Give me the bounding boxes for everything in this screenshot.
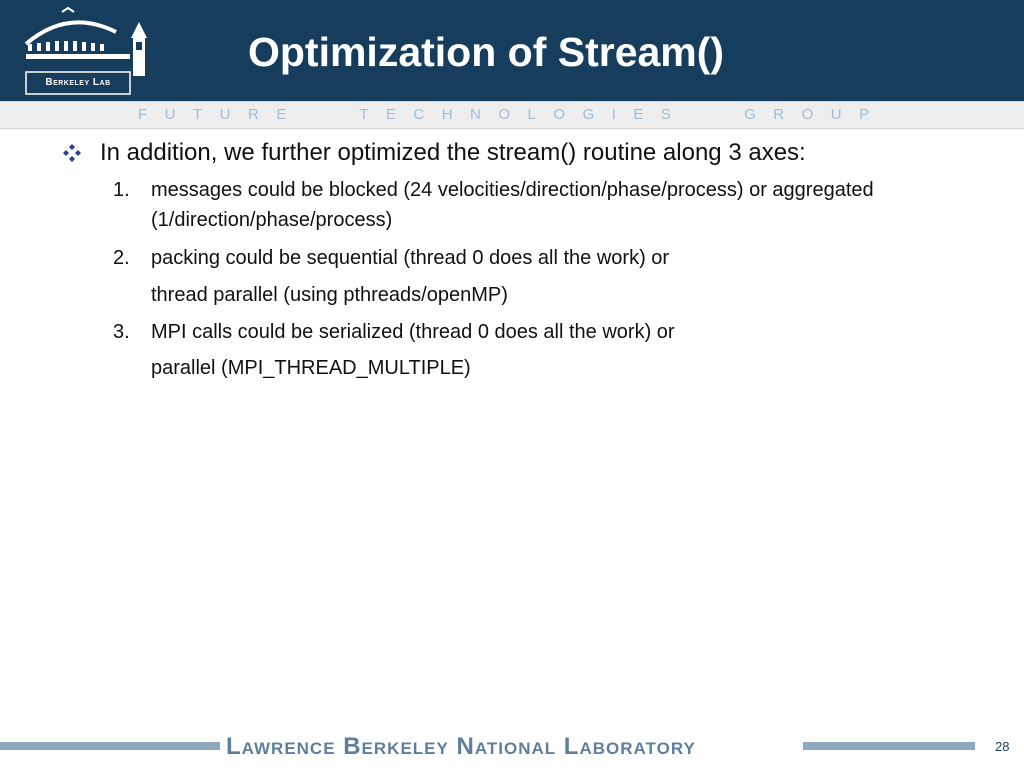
list-item-continuation: parallel (MPI_THREAD_MULTIPLE) (151, 357, 471, 379)
list-item (113, 175, 963, 235)
list-item (113, 317, 963, 347)
footer-rule-left (0, 742, 220, 750)
footer-rule-right (803, 742, 975, 750)
list-item-number: 2. (113, 247, 130, 269)
list-item-continuation: thread parallel (using pthreads/openMP) (151, 284, 508, 306)
slide-title: Optimization of Stream() (248, 29, 725, 75)
list-item-number: 3. (113, 321, 130, 343)
page-number: 28 (995, 739, 1010, 754)
berkeley-lab-logo (20, 6, 170, 98)
list-item-text: messages could be blocked (24 velocities/direction/phase/process) or aggregated (1/direction/phase/process) (151, 179, 874, 231)
group-band (0, 101, 1024, 129)
slide-header (0, 0, 1024, 101)
logo-text: Berkeley Lab (45, 77, 111, 88)
footer-lab-name: Lawrence Berkeley National Laboratory (226, 733, 696, 760)
diamond-bullet-icon (62, 143, 82, 163)
main-bullet-text: In addition, we further optimized the stream() routine along 3 axes: (100, 139, 806, 166)
list-item-text: MPI calls could be serialized (thread 0 does all the work) or (151, 321, 675, 343)
list-item (113, 243, 963, 273)
list-item-text: packing could be sequential (thread 0 does all the work) or (151, 247, 670, 269)
main-bullet (62, 138, 962, 168)
group-name: FUTURE TECHNOLOGIES GROUP (138, 106, 887, 123)
list-item-number: 1. (113, 179, 130, 201)
